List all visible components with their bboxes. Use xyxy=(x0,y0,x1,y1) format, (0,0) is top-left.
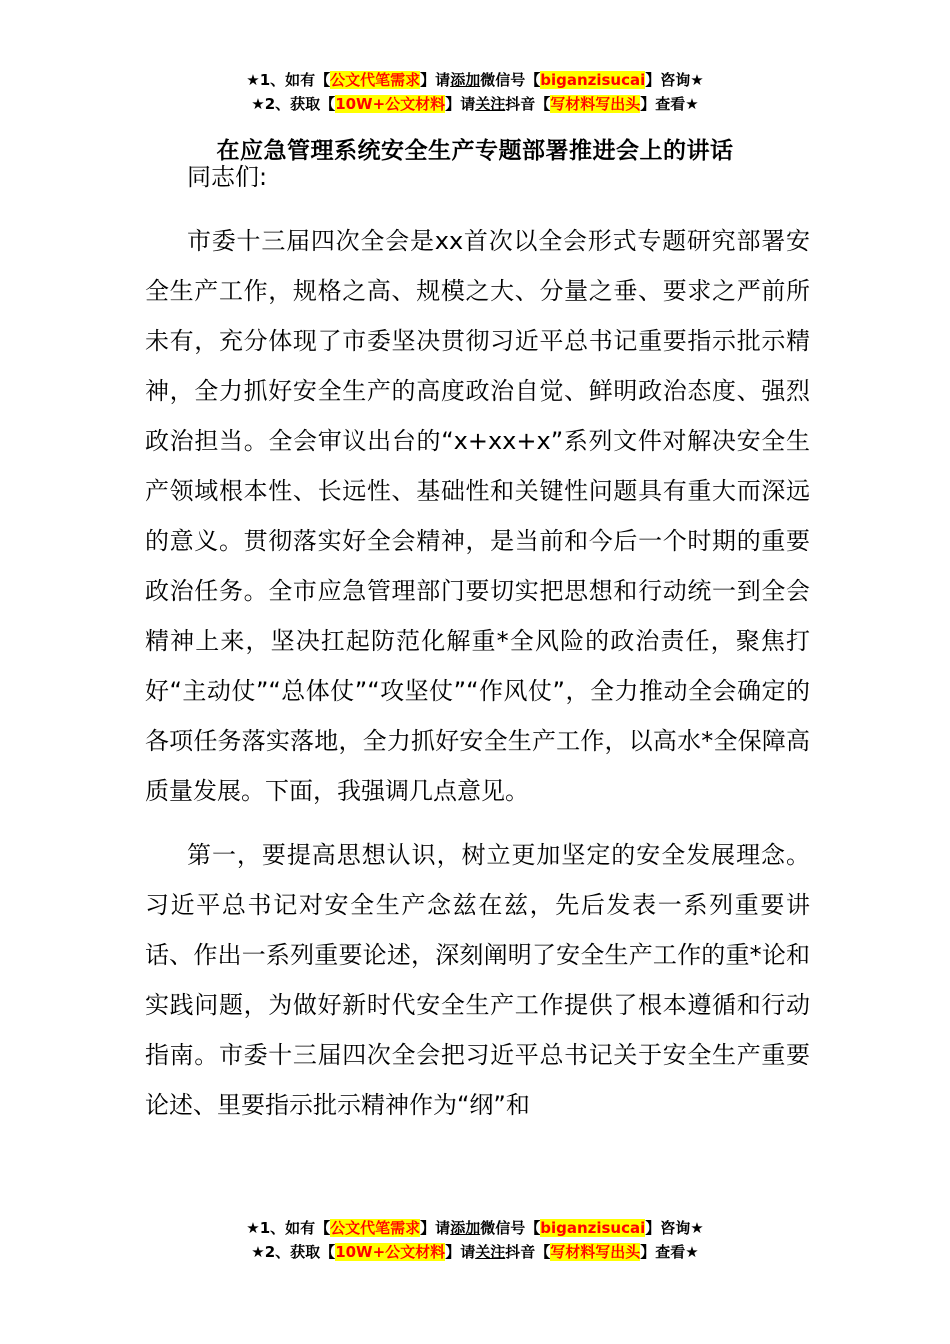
salutation: 同志们: xyxy=(187,163,268,191)
promo-line-2 xyxy=(0,1240,950,1264)
promo-text: 】请 xyxy=(445,1243,476,1261)
promo-text: ★2、获取【 xyxy=(251,1243,336,1261)
document-title: 在应急管理系统安全生产专题部署推进会上的讲话 xyxy=(216,138,734,164)
promo-text: ★1、如有【 xyxy=(246,71,331,89)
document-body xyxy=(145,152,810,1130)
promo-highlight: 写材料写出头 xyxy=(550,95,641,113)
promo-text: 微信号【 xyxy=(480,1219,541,1237)
promo-underline: 添加 xyxy=(450,71,481,89)
promo-text: 】请 xyxy=(445,95,476,113)
promo-text: ★2、获取【 xyxy=(251,95,336,113)
promo-text: 】请 xyxy=(420,1219,451,1237)
promo-banner-bottom xyxy=(0,1216,950,1264)
promo-text: 抖音【 xyxy=(505,95,551,113)
promo-text: 】咨询★ xyxy=(645,1219,704,1237)
promo-highlight: 写材料写出头 xyxy=(550,1243,641,1261)
promo-underline: 添加 xyxy=(450,1219,481,1237)
promo-underline: 关注 xyxy=(475,1243,506,1261)
promo-highlight: biganzisucai xyxy=(540,1219,646,1237)
promo-text: 】查看★ xyxy=(640,95,699,113)
promo-text: 微信号【 xyxy=(480,71,541,89)
promo-highlight: 10W+公文材料 xyxy=(335,1243,446,1261)
promo-underline: 关注 xyxy=(475,95,506,113)
promo-highlight: 10W+公文材料 xyxy=(335,95,446,113)
promo-text: 】咨询★ xyxy=(645,71,704,89)
promo-banner-top xyxy=(0,68,950,116)
promo-highlight: 公文代笔需求 xyxy=(330,1219,421,1237)
promo-highlight: biganzisucai xyxy=(540,71,646,89)
promo-highlight: 公文代笔需求 xyxy=(330,71,421,89)
promo-line-2 xyxy=(0,92,950,116)
paragraph: 第一，要提高思想认识，树立更加坚定的安全发展理念。习近平总书记对安全生产念兹在兹，先后发表一系列重要讲话、作出一系列重要论述，深刻阐明了安全生产工作的重*论和实践问题，为做好新时代安全生产工作提供了根本遵循和行动指南。市委十三届四次全会把习近平总书记关于安全生产重要论述、里要指示批示精神作为“纲”和 xyxy=(145,841,810,1119)
promo-text: 】请 xyxy=(420,71,451,89)
promo-line-1 xyxy=(0,1216,950,1240)
paragraph: 市委十三届四次全会是xx首次以全会形式专题研究部署安全生产工作，规格之高、规模之大、分量之垂、要求之严前所未有，充分体现了市委坚决贯彻习近平总书记重要指示批示精神，全力抓好安全生产的高度政治自觉、鲜明政治态度、强烈政治担当。全会审议出台的“x+xx+x”系列文件对解决安全生产领域根本性、长远性、基础性和关键性问题具有重大而深远的意义。贯彻落实好全会精神，是当前和今后一个时期的重要政治任务。全市应急管理部门要切实把思想和行动统一到全会精神上来，坚决扛起防范化解重*全风险的政治责任，聚焦打好“主动仗”“总体仗”“攻坚仗”“作风仗”，全力推动全会确定的各项任务落实落地，全力抓好安全生产工作，以高水*全保障高质量发展。下面，我强调几点意见。 xyxy=(145,227,810,805)
promo-text: 抖音【 xyxy=(505,1243,551,1261)
promo-line-1 xyxy=(0,68,950,92)
promo-text: 】查看★ xyxy=(640,1243,699,1261)
promo-text: ★1、如有【 xyxy=(246,1219,331,1237)
